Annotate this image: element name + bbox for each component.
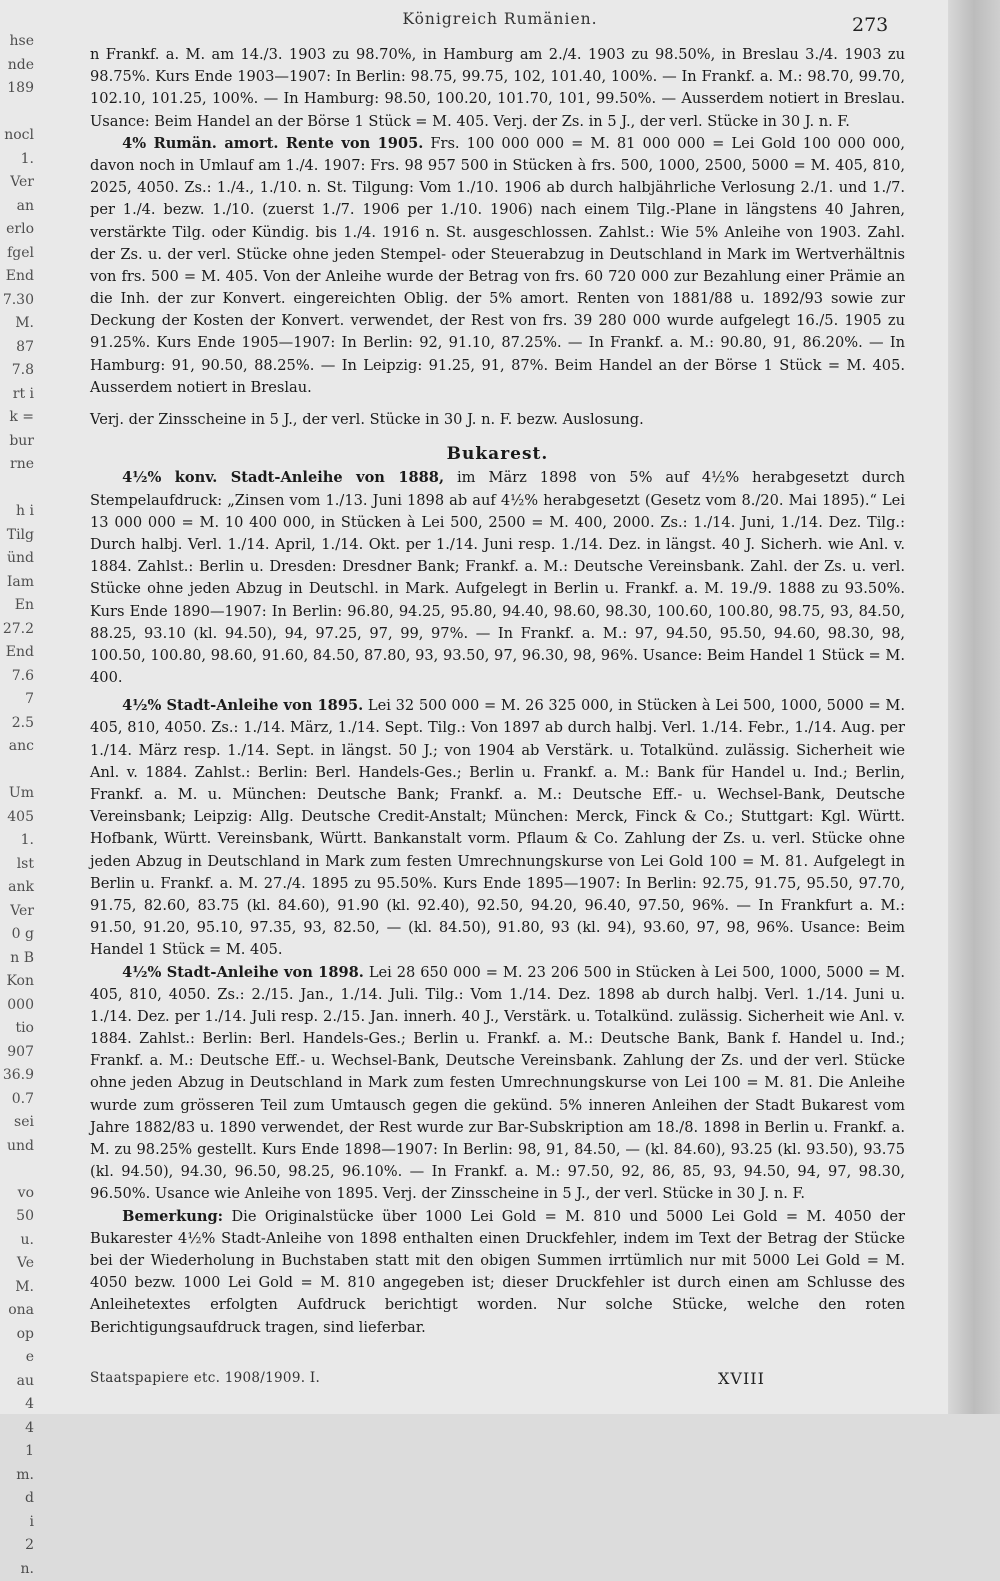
margin-fragment: 7.6 — [0, 665, 34, 689]
margin-fragment: tio — [0, 1017, 34, 1041]
margin-fragment: En — [0, 594, 34, 618]
margin-fragment: vo — [0, 1182, 34, 1206]
margin-fragment: 0 g — [0, 923, 34, 947]
margin-fragment: End — [0, 641, 34, 665]
margin-fragment: 405 — [0, 806, 34, 830]
section-title: Bukarest. — [90, 443, 905, 465]
margin-fragment: 4 — [0, 1417, 34, 1441]
margin-fragment: rne — [0, 453, 34, 477]
margin-fragment: M. — [0, 1276, 34, 1300]
text-anleihe-1888: im März 1898 von 5% auf 4½% herabgesetzt durch Stempelaufdruck: „Zinsen vom 1./13. Juni 1898 ab auf 4½% herabgesetzt (Gesetz vom 8./20. Mai 1895).“ Lei 13 000 000 = M. 10 400 000, in Stücken à Lei 500, 2500 = M. 400, 2000. Zs.: 1./14. Juni, 1./14. Dez. Tilg.: Durch halbj. Verl. 1./14. April, 1./14. Okt. per 1./14. Juni resp. 1./14. Dez. in längst. 40 J. Sicherh. wie Anl. v. 1884. Zahlst.: Berlin u. Dresden: Dresdner Bank; Frankf. a. M.: Deutsche Vereinsbank. Zahl. der Zs. u. verl. Stücke ohne jeden Abzug in Deutschl. in Mark. Aufgelegt in Berlin u. Frankf. a. M. 19./9. 1888 zu 93.50%. Kurs Ende 1890—1907: In Berlin: 96.80, 94.25, 95.80, 94.40, 98.60, 98.30, 100.60, 100.80, 98.75, 93, 84.50, 88.25, 93.10 (kl. 94.50), 94, 97.25, 97, 99, 97%. — In Frankf. a. M.: 97, 94.50, 95.50, 94.60, 98.30, 98, 100.50, 100.80, 98.60, 91.60, 84.50, 87.80, 93, 93.50, 97, 96.30, 98, 96%. Usance: Beim Handel 1 Stück = M. 400. — [90, 469, 905, 686]
paragraph-anleihe-1895 — [90, 695, 905, 961]
margin-fragment: Um — [0, 782, 34, 806]
margin-fragment: und — [0, 1135, 34, 1159]
margin-fragment: 87 — [0, 336, 34, 360]
margin-fragment: au — [0, 1370, 34, 1394]
margin-fragment: 1. — [0, 148, 34, 172]
margin-fragment: k = — [0, 406, 34, 430]
margin-fragment: e — [0, 1346, 34, 1370]
margin-fragment: 2.5 — [0, 712, 34, 736]
paragraph-1: n Frankf. a. M. am 14./3. 1903 zu 98.70%, in Hamburg am 2./4. 1903 zu 98.50%, in Breslau 3./4. 1903 zu 98.75%. Kurs Ende 1903—1907: In Berlin: 98.75, 99.75, 102, 101.40, 100%. — In Frankf. a. M.: 98.70, 99.70, 102.10, 101.25, 100%. — In Hamburg: 98.50, 100.20, 101.70, 101, 99.50%. — Ausserdem notiert in Breslau. Usance: Beim Handel an der Börse 1 Stück = M. 405. Verj. der Zs. in 5 J., der verl. Stücke in 30 J. n. F. — [90, 44, 905, 133]
paragraph-anleihe-1888 — [90, 467, 905, 689]
text-anleihe-1898: Lei 28 650 000 = M. 23 206 500 in Stücken à Lei 500, 1000, 5000 = M. 405, 810, 4050. Zs.: 2./15. Jan., 1./14. Juli. Tilg.: Vom 1./14. Dez. 1898 ab durch halbj. Verl. 1./14. Juni u. 1./14. Dez. per 1./14. Juli resp. 2./15. Jan. innerh. 40 J., Verstärk. u. Totalkünd. zulässig. Sicherheit wie Anl. v. 1884. Zahlst.: Berlin: Berl. Handels-Ges.; Berlin u. Frankf. a. M.: Deutsche Bank, Bank f. Handel u. Ind.; Frankf. a. M.: Deutsche Eff.- u. Wechsel-Bank, Deutsche Vereinsbank. Zahlung der Zs. und der verl. Stücke ohne jeden Abzug in Deutschland in Mark zum festen Umrechnungskurse von Lei 100 = M. 81. Die Anleihe wurde zum grösseren Teil zum Umtausch gegen die gekünd. 5% inneren Anleihen der Stadt Bukarest vom Jahre 1882/83 u. 1890 verwendet, der Rest wurde zur Bar-Subskription am 18./8. 1898 in Berlin u. Frankf. a. M. zu 98.25% gestellt. Kurs Ende 1898—1907: In Berlin: 98, 91, 84.50, — (kl. 84.60), 93.25 (kl. 93.50), 93.75 (kl. 94.50), 94.30, 96.50, 98.25, 96.10%. — In Frankf. a. M.: 97.50, 92, 86, 85, 93, 94.50, 94, 97, 98.30, 96.50%. Usance wie Anleihe von 1895. Verj. der Zinsscheine in 5 J., der verl. Stücke in 30 J. n. F. — [90, 964, 905, 1203]
margin-fragment — [0, 1158, 34, 1182]
margin-fragment: h i — [0, 500, 34, 524]
margin-fragment: hse — [0, 30, 34, 54]
footer-publication: Staatspapiere etc. 1908/1909. I. — [90, 1370, 320, 1386]
margin-fragment: lst — [0, 853, 34, 877]
margin-fragment: Ve — [0, 1252, 34, 1276]
heading-rente-1905: 4% Rumän. amort. Rente von 1905. — [122, 135, 423, 152]
margin-fragment: 7.8 — [0, 359, 34, 383]
margin-fragment: Ver — [0, 900, 34, 924]
paragraph-rente-1905 — [90, 133, 905, 399]
margin-fragment — [0, 759, 34, 783]
margin-fragment: 2 — [0, 1534, 34, 1558]
margin-fragment: 7 — [0, 688, 34, 712]
text-column — [90, 44, 905, 1339]
margin-fragment: ünd — [0, 547, 34, 571]
margin-fragment: 36.9 — [0, 1064, 34, 1088]
margin-fragment: i — [0, 1511, 34, 1535]
margin-fragment: m. — [0, 1464, 34, 1488]
margin-fragment: n. — [0, 1558, 34, 1581]
heading-anleihe-1895: 4½% Stadt-Anleihe von 1895. — [122, 697, 363, 714]
margin-fragment: an — [0, 195, 34, 219]
paragraph-anleihe-1898 — [90, 962, 905, 1206]
margin-fragment — [0, 101, 34, 125]
margin-fragment: 50 — [0, 1205, 34, 1229]
running-header: Königreich Rumänien. — [400, 10, 600, 28]
margin-fragment: 1 — [0, 1440, 34, 1464]
verjaehrung-note: Verj. der Zinsscheine in 5 J., der verl. Stücke in 30 J. n. F. bezw. Auslosung. — [90, 409, 905, 431]
margin-fragment: nocl — [0, 124, 34, 148]
facing-page-margin — [0, 30, 34, 1150]
page-edge-shadow — [948, 0, 1000, 1414]
margin-fragment: Iam — [0, 571, 34, 595]
margin-fragment: fgel — [0, 242, 34, 266]
margin-fragment: M. — [0, 312, 34, 336]
margin-fragment: ona — [0, 1299, 34, 1323]
margin-fragment: Tilg — [0, 524, 34, 548]
paragraph-bemerkung — [90, 1206, 905, 1339]
margin-fragment: sei — [0, 1111, 34, 1135]
margin-fragment: 27.2 — [0, 618, 34, 642]
margin-fragment: n B — [0, 947, 34, 971]
margin-fragment: ank — [0, 876, 34, 900]
page-number: 273 — [852, 14, 888, 36]
heading-bemerkung: Bemerkung: — [122, 1208, 223, 1225]
text-rente-1905: Frs. 100 000 000 = M. 81 000 000 = Lei Gold 100 000 000, davon noch in Umlauf am 1./4. 1907: Frs. 98 957 500 in Stücken à frs. 500, 1000, 2500, 5000 = M. 405, 810, 2025, 4050. Zs.: 1./4., 1./10. n. St. Tilgung: Vom 1./10. 1906 ab durch halbjährliche Verlosung 2./1. und 1./7. per 1./4. bezw. 1./10. (zuerst 1./7. 1906 per 1./10. 1906) nach einem Tilg.-Plane in längstens 40 Jahren, verstärkte Tilg. oder Kündig. bis 1./4. 1916 n. St. ausgeschlossen. Zahlst.: Wie 5% Anleihe von 1903. Zahl. der Zs. u. der verl. Stücke ohne jeden Stempel- oder Steuerabzug in Deutschland in Mark im Wertverhältnis von frs. 500 = M. 405. Von der Anleihe wurde der Betrag von frs. 60 720 000 zur Bezahlung einer Prämie an die Inh. der zur Konvert. eingereichten Oblig. der 5% amort. Renten von 1881/88 u. 1892/93 sowie zur Deckung der Kosten der Konvert. verwendet, der Rest von frs. 39 280 000 wurde aufgelegt 16./5. 1905 zu 91.25%. Kurs Ende 1905—1907: In Berlin: 92, 91.10, 87.25%. — In Frankf. a. M.: 90.80, 91, 86.20%. — In Hamburg: 91, 90.50, 88.25%. — In Leipzig: 91.25, 91, 87%. Beim Handel an der Börse 1 Stück = M. 405. Ausserdem notiert in Breslau. — [90, 135, 905, 396]
margin-fragment: d — [0, 1487, 34, 1511]
margin-fragment: erlo — [0, 218, 34, 242]
footer-signature-mark: XVIII — [718, 1369, 765, 1388]
margin-fragment: nde — [0, 54, 34, 78]
margin-fragment — [0, 477, 34, 501]
margin-fragment: u. — [0, 1229, 34, 1253]
margin-fragment: Kon — [0, 970, 34, 994]
margin-fragment: rt i — [0, 383, 34, 407]
text-bemerkung: Die Originalstücke über 1000 Lei Gold = M. 810 und 5000 Lei Gold = M. 4050 der Bukarester 4½% Stadt-Anleihe von 1898 enthalten einen Druckfehler, indem im Text der Betrag der Stücke bei der Wiederholung in Buchstaben statt mit den obigen Summen irrtümlich nur mit 5000 Lei Gold = M. 4050 bezw. 1000 Lei Gold = M. 810 angegeben ist; dieser Druckfehler ist durch einen am Schlusse des Anleihetextes erfolgten Aufdruck berichtigt worden. Nur solche Stücke, welche den roten Berichtigungsaufdruck tragen, sind lieferbar. — [90, 1208, 905, 1336]
margin-fragment: 1. — [0, 829, 34, 853]
margin-fragment: op — [0, 1323, 34, 1347]
margin-fragment: End — [0, 265, 34, 289]
margin-fragment: 7.30 — [0, 289, 34, 313]
text-anleihe-1895: Lei 32 500 000 = M. 26 325 000, in Stücken à Lei 500, 1000, 5000 = M. 405, 810, 4050. Zs.: 1./14. März, 1./14. Sept. Tilg.: Von 1897 ab durch halbj. Verl. 1./14. Febr., 1./14. Aug. per 1./14. März resp. 1./14. Sept. in längst. 50 J.; von 1904 ab Verstärk. u. Totalkünd. zulässig. Sicherheit wie Anl. v. 1884. Zahlst.: Berlin: Berl. Handels-Ges.; Berlin u. Frankf. a. M.: Bank für Handel u. Ind.; Berlin, Frankf. a. M. u. München: Deutsche Bank; Frankf. a. M.: Deutsche Eff.- u. Wechsel-Bank, Deutsche Vereinsbank; Leipzig: Allg. Deutsche Credit-Anstalt; München: Merck, Finck & Co.; Stuttgart: Kgl. Württ. Hofbank, Württ. Vereinsbank, Württ. Bankanstalt vorm. Pflaum & Co. Zahlung der Zs. u. verl. Stücke ohne jeden Abzug in Deutschland in Mark zum festen Umrechnungskurse von Lei Gold 100 = M. 81. Aufgelegt in Berlin u. Frankf. a. M. 27./4. 1895 zu 95.50%. Kurs Ende 1895—1907: In Berlin: 92.75, 91.75, 95.50, 97.70, 91.75, 82.60, 83.75 (kl. 84.60), 91.90 (kl. 92.40), 92.50, 94.20, 96.40, 97.50, 96%. — In Frankfurt a. M.: 91.50, 91.20, 95.10, 97.35, 93, 82.50, — (kl. 84.50), 91.80, 93 (kl. 94), 93.60, 97, 98, 96%. Usance: Beim Handel 1 Stück = M. 405. — [90, 697, 905, 958]
margin-fragment: bur — [0, 430, 34, 454]
margin-fragment: 0.7 — [0, 1088, 34, 1112]
margin-fragment: 4 — [0, 1393, 34, 1417]
margin-fragment: 189 — [0, 77, 34, 101]
heading-anleihe-1888: 4½% konv. Stadt-Anleihe von 1888, — [122, 469, 444, 486]
margin-fragment: 000 — [0, 994, 34, 1018]
heading-anleihe-1898: 4½% Stadt-Anleihe von 1898. — [122, 964, 364, 981]
margin-fragment: Ver — [0, 171, 34, 195]
margin-fragment: anc — [0, 735, 34, 759]
margin-fragment: 907 — [0, 1041, 34, 1065]
